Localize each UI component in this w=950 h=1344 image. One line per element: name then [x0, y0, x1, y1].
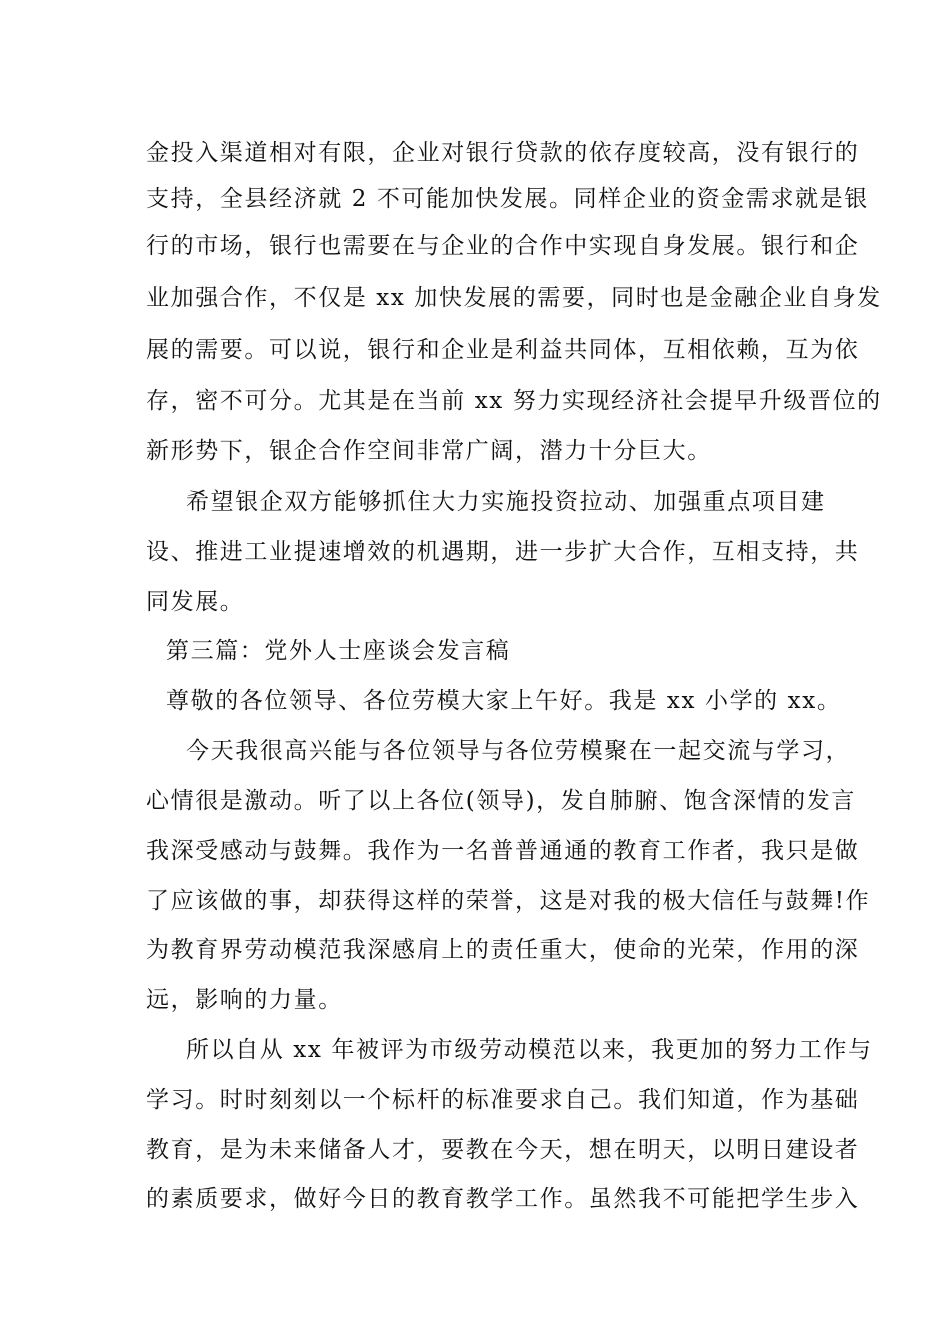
text-line: 新形势下，银企合作空间非常广阔，潜力十分巨大。: [146, 438, 712, 464]
text-line: 远，影响的力量。: [146, 987, 343, 1013]
text-line: 的素质要求，做好今日的教育教学工作。虽然我不可能把学生步入: [146, 1186, 860, 1212]
text-line: 教育，是为未来储备人才，要教在今天，想在明天，以明日建设者: [146, 1137, 860, 1163]
text-line: 行的市场，银行也需要在与企业的合作中实现自身发展。银行和企: [146, 233, 860, 259]
text-line: 支持，全县经济就 2 不可能加快发展。同样企业的资金需求就是银: [146, 186, 869, 212]
text-line: 所以自从 xx 年被评为市级劳动模范以来，我更加的努力工作与: [186, 1037, 873, 1063]
text-line: 我深受感动与鼓舞。我作为一名普普通通的教育工作者，我只是做: [146, 838, 860, 864]
text-line: 业加强合作，不仅是 xx 加快发展的需要，同时也是金融企业自身发: [146, 285, 882, 311]
text-line: 金投入渠道相对有限，企业对银行贷款的依存度较高，没有银行的: [146, 140, 860, 166]
text-line: 了应该做的事，却获得这样的荣誉，这是对我的极大信任与鼓舞!作: [146, 888, 871, 914]
greeting-line: 尊敬的各位领导、各位劳模大家上午好。我是 xx 小学的 xx。: [166, 688, 842, 714]
text-line: 展的需要。可以说，银行和企业是利益共同体，互相依赖，互为依: [146, 337, 860, 363]
text-line: 学习。时时刻刻以一个标杆的标准要求自己。我们知道，作为基础: [146, 1087, 860, 1113]
section-title: 第三篇：党外人士座谈会发言稿: [166, 638, 511, 664]
text-line: 同发展。: [146, 589, 245, 615]
text-line: 心情很是激动。听了以上各位(领导)，发自肺腑、饱含深情的发言: [146, 788, 856, 814]
text-line: 为教育界劳动模范我深感肩上的责任重大，使命的光荣，作用的深: [146, 937, 860, 963]
text-line: 希望银企双方能够抓住大力实施投资拉动、加强重点项目建: [186, 489, 826, 515]
text-line: 存，密不可分。尤其是在当前 xx 努力实现经济社会提早升级晋位的: [146, 388, 882, 414]
text-line: 设、推进工业提速增效的机遇期，进一步扩大合作，互相支持，共: [146, 539, 860, 565]
text-line: 今天我很高兴能与各位领导与各位劳模聚在一起交流与学习，: [186, 738, 851, 764]
